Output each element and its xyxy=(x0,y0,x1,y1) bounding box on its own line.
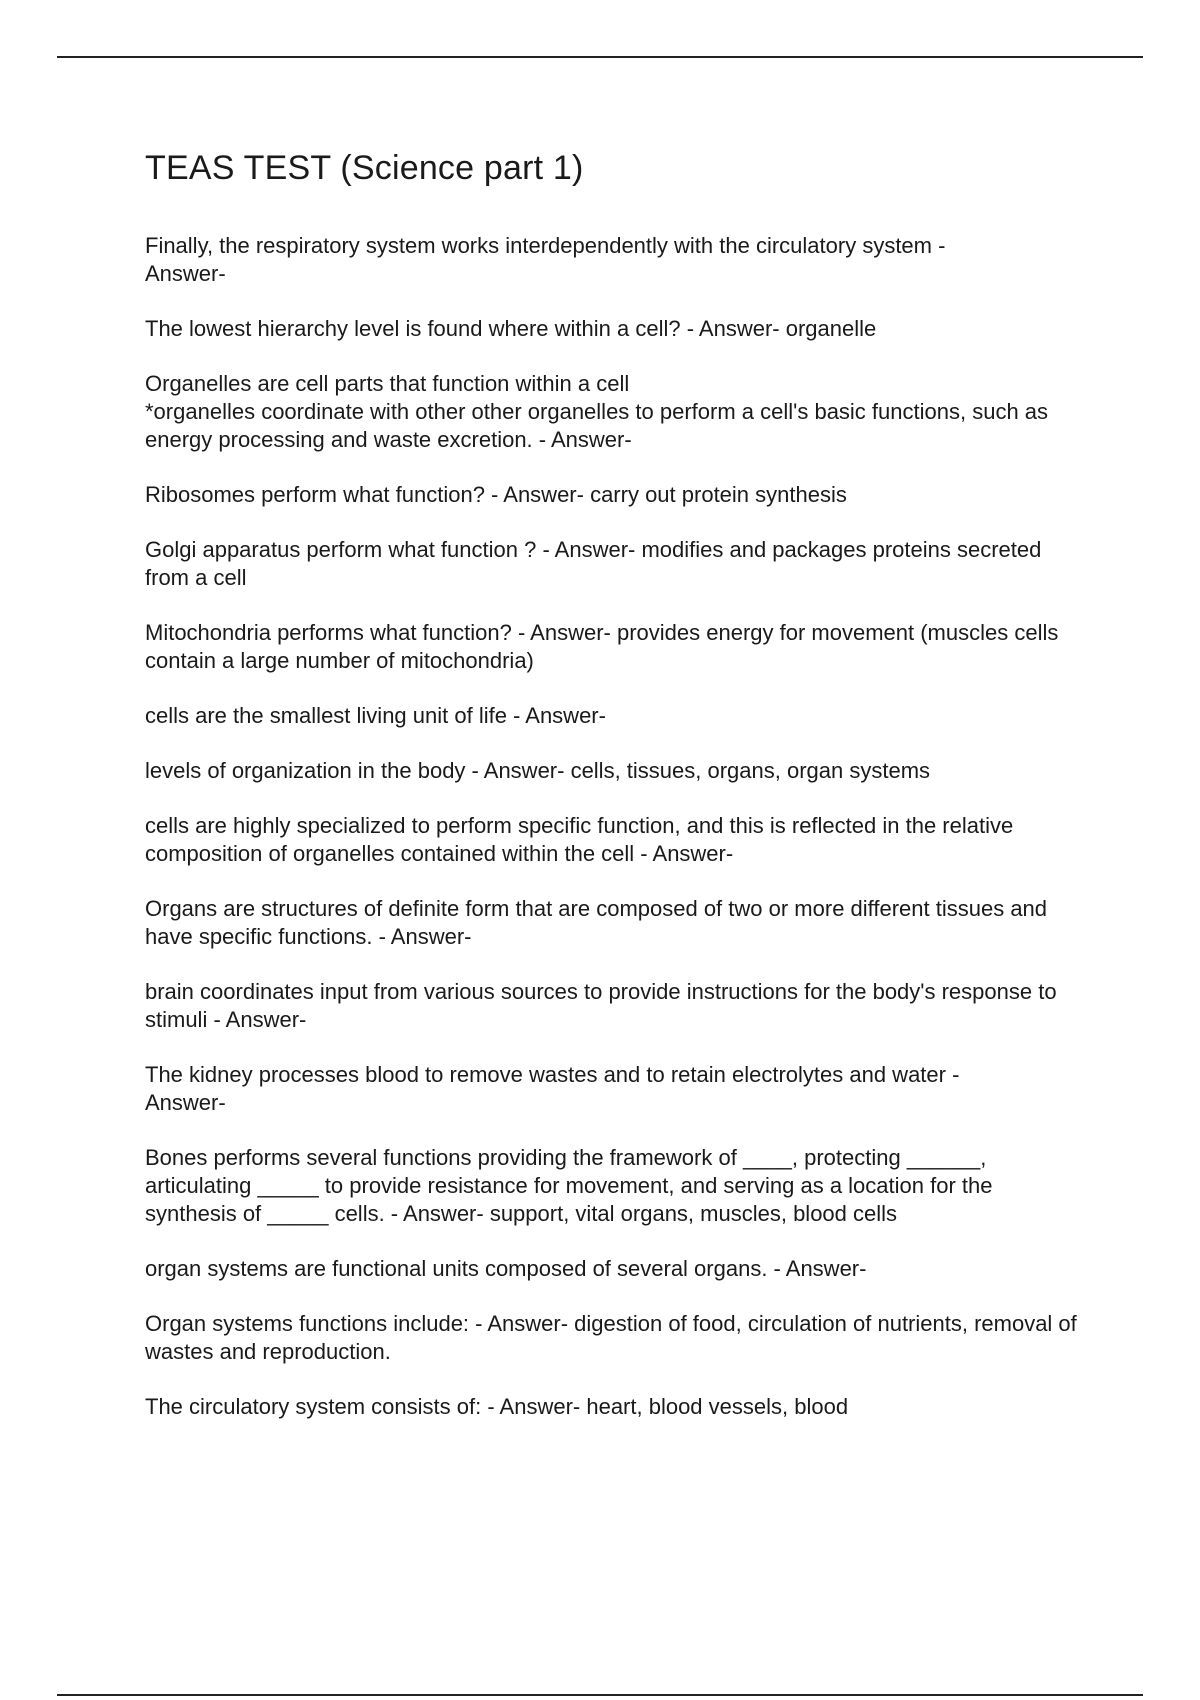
qa-item: cells are highly specialized to perform specific function, and this is reflected in the relative composition of organelles contained within the cell - Answer- xyxy=(145,813,1014,866)
document-title: TEAS TEST (Science part 1) xyxy=(145,149,584,187)
qa-item: Organelles are cell parts that function within a cell *organelles coordinate with other other organelles to perform a cell's basic functions, such as energy processing and waste excretion. - Answer- xyxy=(145,371,1049,452)
qa-item: organ systems are functional units composed of several organs. - Answer- xyxy=(145,1256,867,1281)
qa-item: Organs are structures of definite form that are composed of two or more different tissues and have specific functions. - Answer- xyxy=(145,896,1048,949)
qa-item: The kidney processes blood to remove wastes and to retain electrolytes and water - Answer- xyxy=(145,1062,960,1115)
top-rule xyxy=(57,56,1143,58)
bottom-rule xyxy=(57,1694,1143,1696)
document-body xyxy=(145,148,1085,1448)
qa-item: Mitochondria performs what function? - Answer- provides energy for movement (muscles cells contain a large number of mitochondria) xyxy=(145,620,1059,673)
qa-item: Ribosomes perform what function? - Answer- carry out protein synthesis xyxy=(145,482,847,507)
qa-item: The circulatory system consists of: - Answer- heart, blood vessels, blood xyxy=(145,1394,849,1419)
qa-item: Golgi apparatus perform what function ? - Answer- modifies and packages proteins secreted from a cell xyxy=(145,537,1042,590)
qa-item: Organ systems functions include: - Answer- digestion of food, circulation of nutrients, removal of wastes and reproduction. xyxy=(145,1311,1077,1364)
qa-item: Bones performs several functions providing the framework of ____, protecting ______, articulating _____ to provide resistance for movement, and serving as a location for the synthesis of _____ cells. - Answer- support, vital organs, muscles, blood cells xyxy=(145,1145,993,1226)
qa-item: cells are the smallest living unit of life - Answer- xyxy=(145,703,606,728)
qa-item: brain coordinates input from various sources to provide instructions for the body's response to stimuli - Answer- xyxy=(145,979,1057,1032)
qa-item: The lowest hierarchy level is found where within a cell? - Answer- organelle xyxy=(145,316,877,341)
qa-item: Finally, the respiratory system works interdependently with the circulatory system - Answer- xyxy=(145,233,946,286)
qa-item: levels of organization in the body - Answer- cells, tissues, organs, organ systems xyxy=(145,758,931,783)
